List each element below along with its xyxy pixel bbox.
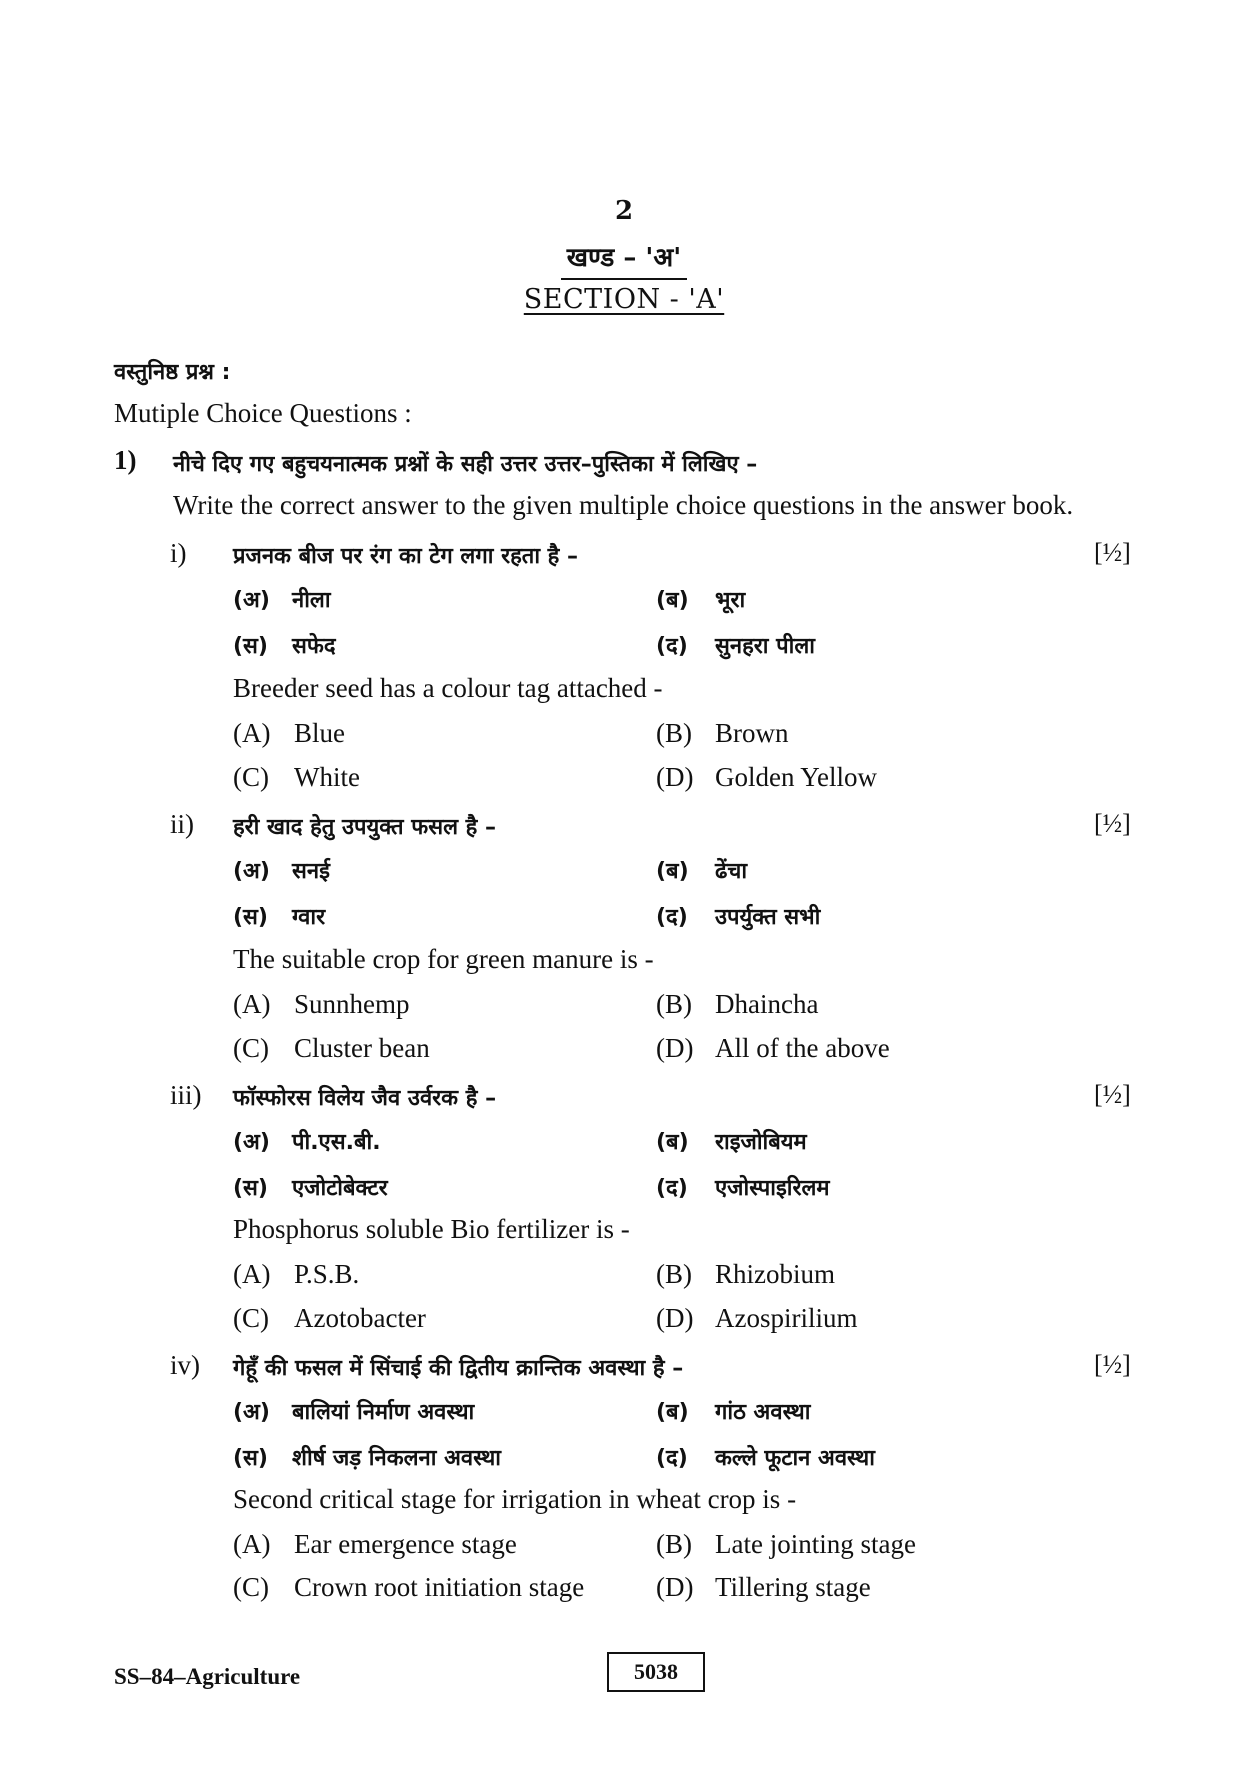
option-text: Cluster bean (294, 1033, 430, 1063)
option-text: All of the above (715, 1033, 890, 1063)
paper-code: SS–84–Agriculture (114, 1664, 301, 1689)
option-label: (स) (233, 905, 268, 930)
marks-label: [½] (1094, 809, 1131, 838)
option-text: White (294, 762, 360, 792)
page-number: 2 (614, 196, 634, 226)
option-label: (B) (656, 989, 692, 1019)
option-text: बालियां निर्माण अवस्था (292, 1400, 475, 1425)
option-label: (C) (233, 1303, 269, 1333)
section-title-english: SECTION - 'A' (523, 284, 725, 315)
option-label: (D) (656, 762, 694, 792)
option-label: (द) (656, 905, 688, 930)
subquestion-number: iii) (170, 1080, 202, 1110)
marks-label: [½] (1094, 1080, 1131, 1109)
question-instruction-hindi: नीचे दिए गए बहुचयनात्मक प्रश्नों के सही उत्तर उत्तर–पुस्तिका में लिखिए – (173, 452, 758, 477)
option-text: Crown root initiation stage (294, 1572, 585, 1602)
option-label: (ब) (656, 859, 689, 884)
intro-english: Mutiple Choice Questions : (114, 398, 412, 428)
paper-serial-box: 5038 (607, 1652, 705, 1692)
option-label: (स) (233, 1446, 268, 1471)
option-label: (ब) (656, 1400, 689, 1425)
option-text: कल्ले फूटान अवस्था (715, 1446, 875, 1471)
section-title-hindi: खण्ड – 'अ' (0, 238, 1248, 280)
option-text: Golden Yellow (715, 762, 878, 792)
option-text: एजोस्पाइरिलम (715, 1176, 830, 1201)
option-text: भूरा (715, 588, 746, 613)
option-label: (B) (656, 1259, 692, 1289)
option-label: (B) (656, 718, 692, 748)
subquestion-text-hindi: फॉस्फोरस विलेय जैव उर्वरक है – (233, 1086, 497, 1111)
option-text: शीर्ष जड़ निकलना अवस्था (292, 1446, 501, 1471)
marks-label: [½] (1094, 1350, 1131, 1379)
option-text: उपर्युक्त सभी (715, 905, 821, 930)
subquestion-number: ii) (170, 809, 194, 839)
option-label: (स) (233, 634, 268, 659)
option-label: (द) (656, 1176, 688, 1201)
subquestion-text-english: Second critical stage for irrigation in wheat crop is - (233, 1484, 797, 1514)
option-text: एजोटोबेक्टर (292, 1176, 388, 1201)
option-text: Rhizobium (715, 1259, 835, 1289)
option-text: Late jointing stage (715, 1529, 916, 1559)
option-text: Azotobacter (294, 1303, 426, 1333)
subquestion-number: i) (170, 538, 187, 568)
option-label: (अ) (233, 859, 270, 884)
subquestion-text-hindi: प्रजनक बीज पर रंग का टेग लगा रहता है – (233, 544, 579, 569)
option-text: राइजोबियम (715, 1130, 807, 1155)
option-label: (A) (233, 989, 271, 1019)
intro-hindi: वस्तुनिष्ठ प्रश्न : (114, 360, 231, 385)
option-label: (D) (656, 1303, 694, 1333)
option-label: (A) (233, 1259, 271, 1289)
option-text: नीला (292, 588, 331, 613)
subquestion-text-hindi: हरी खाद हेतु उपयुक्त फसल है – (233, 815, 497, 840)
option-label: (ब) (656, 1130, 689, 1155)
option-label: (A) (233, 718, 271, 748)
option-label: (D) (656, 1572, 694, 1602)
option-label: (द) (656, 634, 688, 659)
option-label: (अ) (233, 1130, 270, 1155)
question-instruction-english: Write the correct answer to the given multiple choice questions in the answer book. (173, 490, 1074, 520)
option-text: सुनहरा पीला (715, 634, 815, 659)
option-label: (C) (233, 1572, 269, 1602)
option-text: सफेद (292, 634, 336, 659)
option-label: (ब) (656, 588, 689, 613)
subquestion-number: iv) (170, 1350, 200, 1380)
option-text: गांठ अवस्था (715, 1400, 811, 1425)
option-label: (द) (656, 1446, 688, 1471)
option-text: Dhaincha (715, 989, 819, 1019)
subquestion-text-english: Breeder seed has a colour tag attached - (233, 673, 663, 703)
subquestion-text-english: Phosphorus soluble Bio fertilizer is - (233, 1214, 630, 1244)
option-text: Sunnhemp (294, 989, 410, 1019)
option-text: पी.एस.बी. (292, 1130, 381, 1155)
option-text: Ear emergence stage (294, 1529, 517, 1559)
option-text: सनई (292, 859, 330, 884)
subquestion-text-english: The suitable crop for green manure is - (233, 944, 654, 974)
marks-label: [½] (1094, 538, 1131, 567)
option-text: ग्वार (292, 905, 326, 930)
option-text: Brown (715, 718, 789, 748)
subquestion-text-hindi: गेहूँ की फसल में सिंचाई की द्वितीय क्रान्तिक अवस्था है – (233, 1356, 684, 1381)
option-label: (D) (656, 1033, 694, 1063)
option-text: Blue (294, 718, 345, 748)
option-text: Tillering stage (715, 1572, 871, 1602)
option-label: (अ) (233, 588, 270, 613)
option-label: (स) (233, 1176, 268, 1201)
option-label: (अ) (233, 1400, 270, 1425)
option-label: (C) (233, 1033, 269, 1063)
option-text: P.S.B. (294, 1259, 360, 1289)
question-number: 1) (114, 445, 137, 475)
option-label: (B) (656, 1529, 692, 1559)
option-label: (C) (233, 762, 269, 792)
option-text: Azospirilium (715, 1303, 858, 1333)
option-label: (A) (233, 1529, 271, 1559)
option-text: ढेंचा (715, 859, 748, 884)
